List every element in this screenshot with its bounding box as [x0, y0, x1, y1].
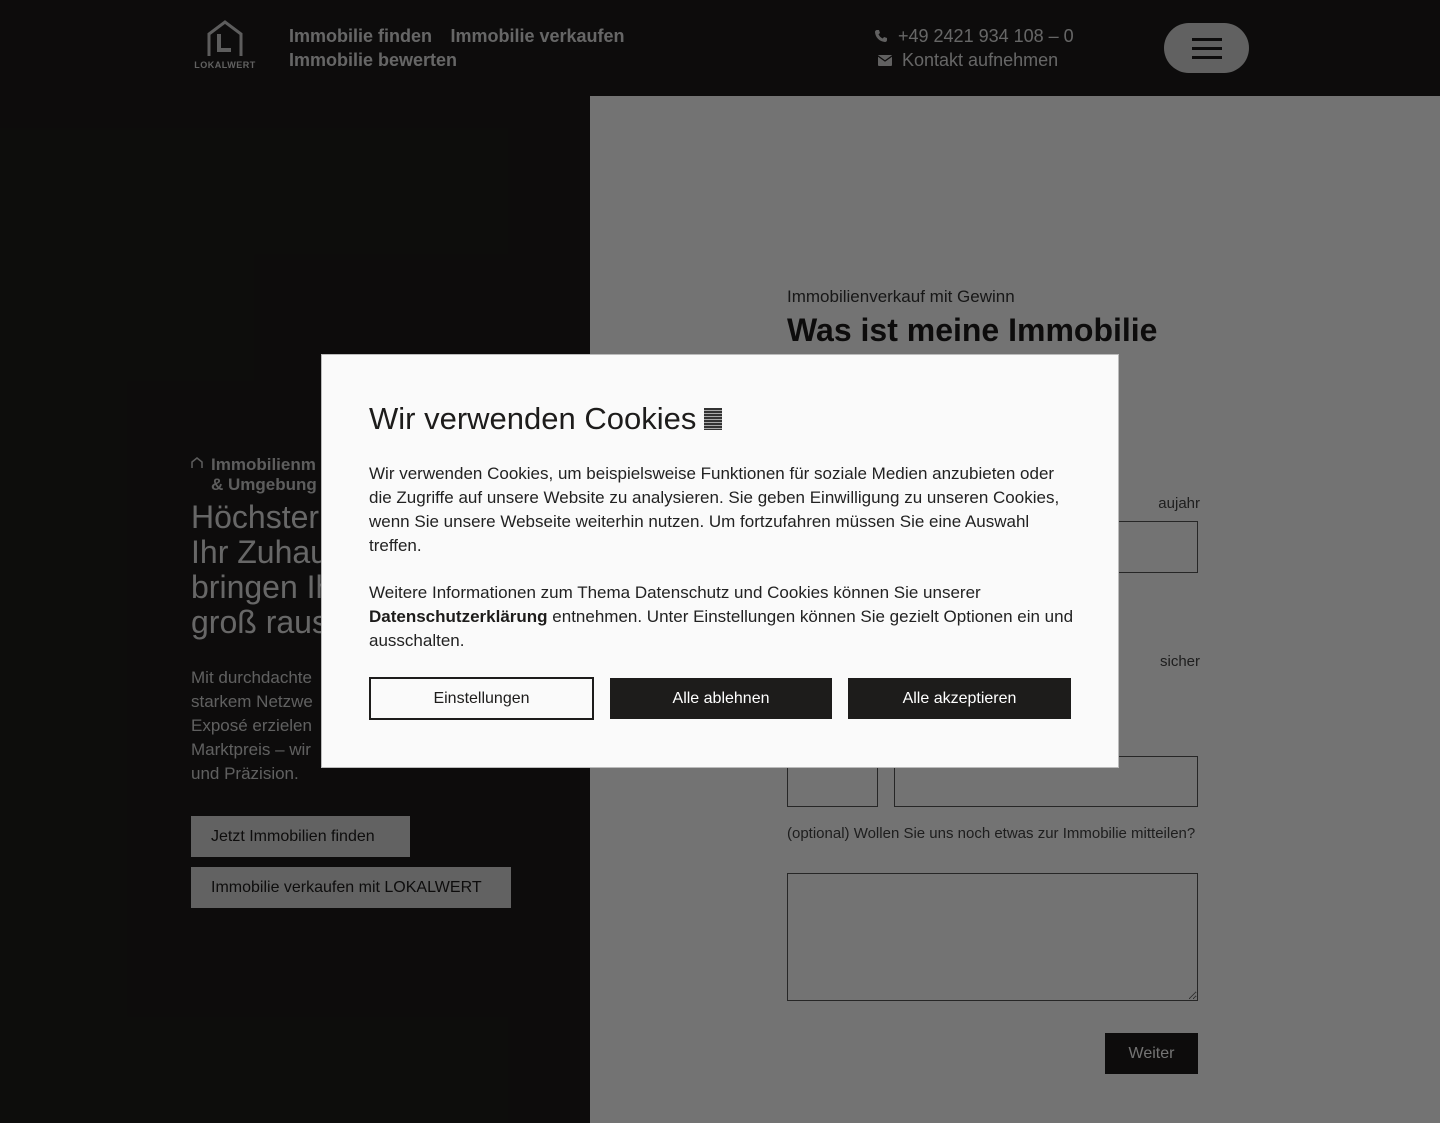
cookie-dialog-title [369, 401, 722, 437]
cookie-title-text: Wir verwenden Cookies [369, 401, 697, 436]
cookie-icon [704, 408, 722, 430]
cookie-privacy-text [369, 581, 1074, 653]
cookie-description: Wir verwenden Cookies, um beispielsweise Funktionen für soziale Medien anzubieten oder die Zugriffe auf unsere Website zu analysieren. Sie geben Einwilligung zu unseren Cookies, wenn Sie unsere Webseite weiterhin nutzen. Um fortzufahren müssen Sie eine Auswahl treffen. [369, 464, 1060, 555]
accept-all-button[interactable]: Alle akzeptieren [848, 678, 1071, 719]
cookie-settings-button[interactable]: Einstellungen [369, 677, 594, 720]
cookie-privacy-text-after: entnehmen. Unter Einstellungen können Sie gezielt Optionen ein und ausschalten. [369, 607, 1074, 650]
cookie-privacy-text-before: Weitere Informationen zum Thema Datenschutz und Cookies können Sie unserer [369, 583, 981, 602]
reject-all-button[interactable]: Alle ablehnen [610, 678, 832, 719]
privacy-policy-link[interactable]: Datenschutzerklärung [369, 607, 548, 626]
cookie-consent-dialog [321, 354, 1119, 768]
